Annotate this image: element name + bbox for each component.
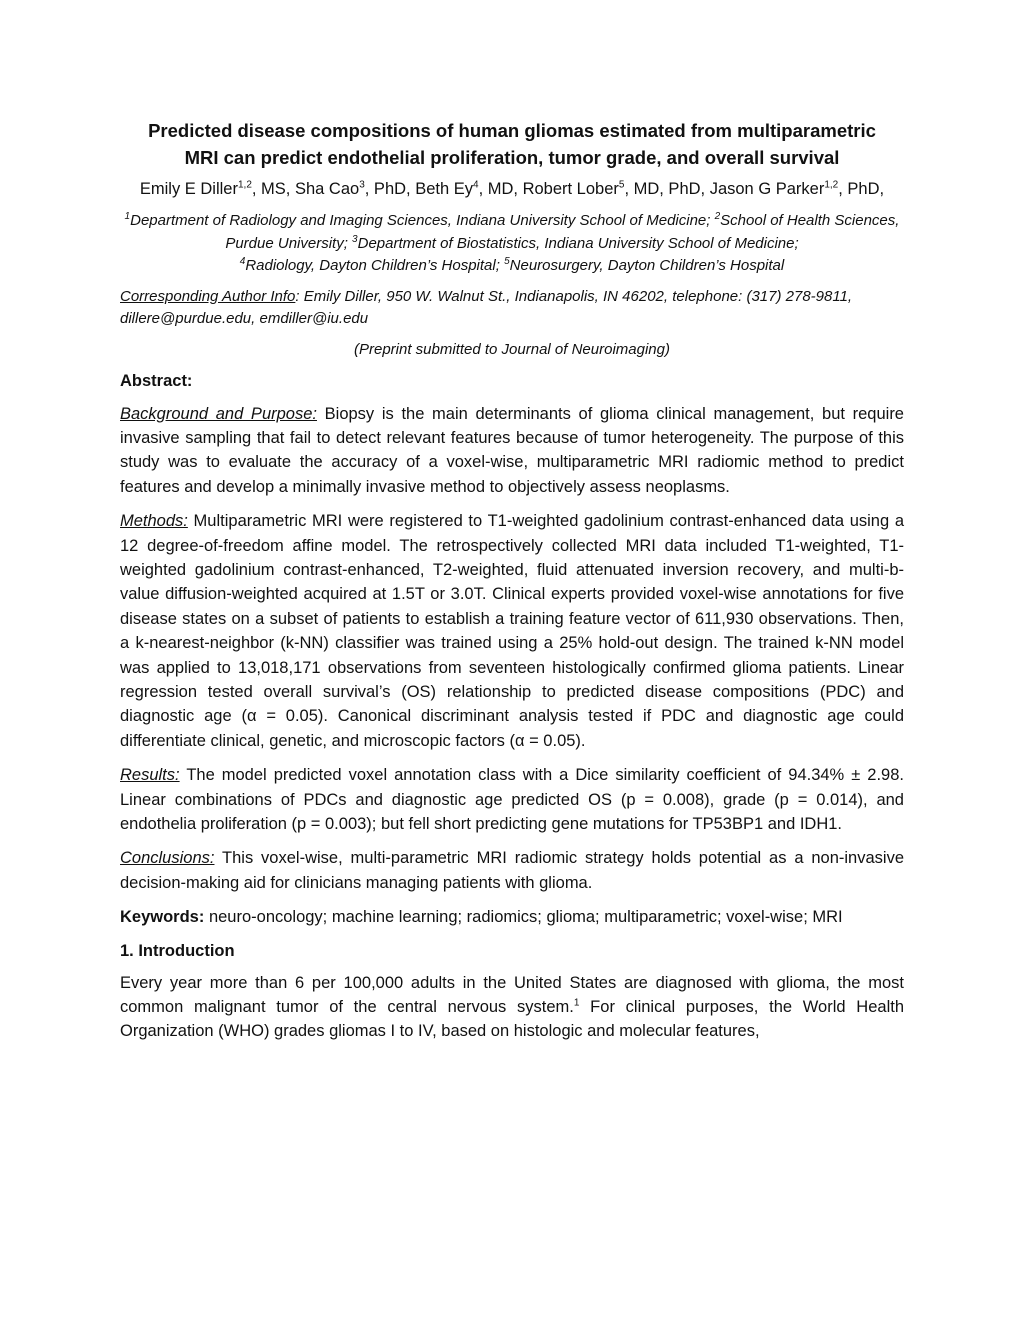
abstract-conclusions — [120, 846, 904, 895]
author-name: Robert Lober — [522, 180, 619, 198]
author-affil-sup: 5 — [618, 179, 625, 191]
affiliation: Radiology, Dayton Children’s Hospital; — [245, 257, 505, 274]
paper-title: Predicted disease compositions of human gliomas estimated from multiparametric MRI can predict endothelial proliferation, tumor grade, and overall survival — [148, 120, 876, 168]
author — [295, 180, 415, 198]
affil-sup: 2 — [714, 211, 721, 222]
author-degree: , MD, PhD, — [624, 180, 710, 198]
affil-sup: 5 — [504, 256, 510, 267]
corresponding-label: Corresponding Author Info — [120, 287, 296, 305]
corresponding-text: : Emily Diller, 950 W. Walnut St., Indianapolis, IN 46202, telephone: (317) 278-9811, dillere@purdue.edu, emdiller@iu.edu — [120, 287, 853, 327]
section-text: Biopsy is the main determinants of glioma clinical management, but require invasive sampling that fail to detect relevant features because of tumor heterogeneity. The purpose of this study was to evaluate the accuracy of a voxel-wise, multiparametric MRI radiomic method to predict features and develop a minimally invasive method to objectively assess neoplasms. — [120, 404, 904, 496]
paper-page — [120, 118, 904, 1044]
affiliations — [120, 210, 904, 278]
author-name: Beth Ey — [415, 180, 473, 198]
author-degree: , PhD, — [838, 180, 885, 198]
section-text: The model predicted voxel annotation class with a Dice similarity coefficient of 94.34% ± 2.98. Linear combinations of PDCs and diagnostic age predicted OS (p = 0.008), grade (p = 0.014), and endothelia proliferation (p = 0.003); but fell short predicting gene mutations for TP53BP1 and IDH1. — [120, 766, 904, 833]
abstract-results — [120, 763, 904, 836]
section-label: Background and Purpose: — [120, 404, 317, 423]
author — [523, 180, 710, 198]
keywords-label: Keywords: — [120, 908, 205, 927]
corresponding-author — [120, 286, 904, 331]
author-list — [120, 177, 904, 201]
section-label: Conclusions: — [120, 849, 215, 868]
introduction-paragraph — [120, 971, 904, 1044]
affil-sup: 3 — [352, 233, 358, 245]
author-affil-sup: 1,2 — [237, 179, 252, 191]
section-text: This voxel-wise, multi-parametric MRI radiomic strategy holds potential as a non-invasive decision-making aid for clinicians managing patients with glioma. — [120, 849, 904, 892]
preprint-note: (Preprint submitted to Journal of Neuroimaging) — [354, 340, 670, 358]
section-label: Methods: — [120, 512, 188, 531]
intro-text: For clinical purposes, the World Health Organization (WHO) grades gliomas I to IV, based on histologic and molecular features, — [120, 998, 905, 1041]
intro-text: Every year more than 6 per 100,000 adults in the United States are diagnosed with glioma, the most common malignant tumor of the central nervous system. — [120, 973, 904, 1017]
section-text: Multiparametric MRI were registered to T1-weighted gadolinium contrast-enhanced data using a 12 degree-of-freedom affine model. The retrospectively collected MRI data included T1-weighted, T1-weighted gadolinium contrast-enhanced, T2-weighted, fluid attenuated inversion recovery, and multi-b-value diffusion-weighted acquired at 1.5T or 3.0T. Clinical experts provided voxel-wise annotations for five disease states on a subset of patients to establish a training feature vector of 611,930 observations. Then, a k-nearest-neighbor (k-NN) classifier was trained using a 25% hold-out design. The trained k-NN model was applied to 13,018,171 observations from seventeen histologically confirmed glioma patients. Linear regression tested overall survival’s (OS) relationship to predicted disease compositions (PDC) and diagnostic age (α = 0.05). Canonical discriminant analysis tested if PDC and diagnostic age could differentiate clinical, genetic, and microscopic factors (α = 0.05). — [120, 512, 904, 750]
affiliation: School of Health Sciences, Purdue University; — [225, 212, 900, 252]
keywords — [120, 905, 904, 929]
keywords-text: neuro-oncology; machine learning; radiomics; glioma; multiparametric; voxel-wise; MRI — [204, 908, 843, 927]
abstract-methods — [120, 509, 904, 753]
section-label: Results: — [120, 766, 180, 785]
affiliation: Neurosurgery, Dayton Children’s Hospital — [509, 257, 785, 274]
affil-sup: 1 — [124, 211, 131, 222]
author — [415, 180, 522, 198]
affiliation: Department of Radiology and Imaging Sciences, Indiana University School of Medicine; — [130, 212, 715, 229]
author — [710, 180, 884, 198]
affiliation: Department of Biostatistics, Indiana University School of Medicine; — [357, 234, 799, 252]
abstract-heading: Abstract: — [120, 371, 193, 390]
author-affil-sup: 3 — [359, 179, 365, 191]
citation-ref: 1 — [573, 997, 580, 1009]
author-name: Sha Cao — [294, 180, 360, 198]
introduction-heading: 1. Introduction — [120, 941, 235, 960]
author-degree: , MD, — [478, 180, 523, 198]
author — [140, 180, 295, 198]
affil-sup: 4 — [239, 256, 246, 267]
author-affil-sup: 1,2 — [824, 179, 839, 191]
author-name: Jason G Parker — [709, 180, 825, 198]
abstract-background — [120, 402, 904, 500]
author-affil-sup: 4 — [473, 179, 479, 191]
author-degree: , PhD, — [364, 180, 416, 198]
author-name: Emily E Diller — [139, 180, 238, 198]
author-degree: , MS, — [251, 180, 295, 198]
